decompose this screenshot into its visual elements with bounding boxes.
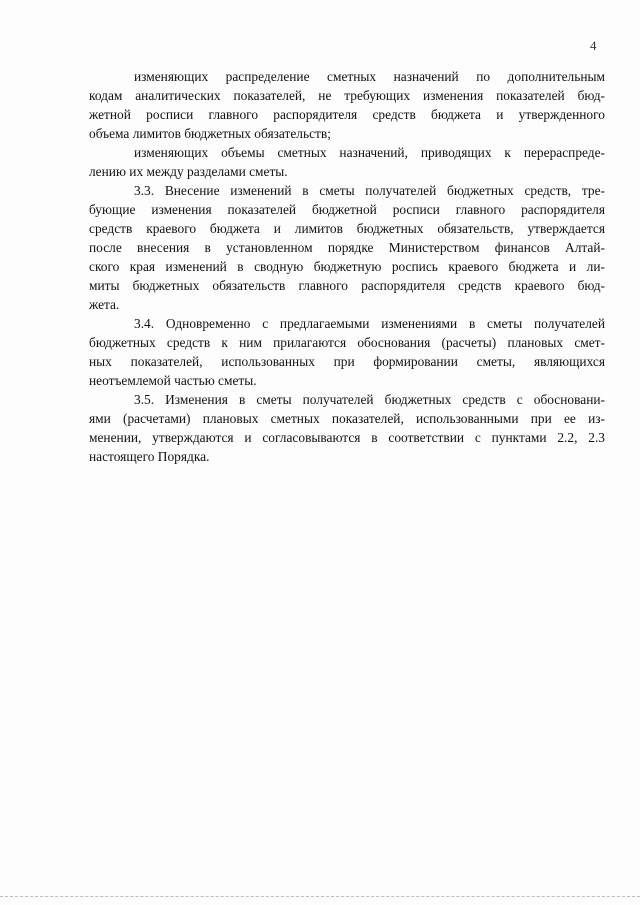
text-line: изменяющих распределение сметных назначений по дополнительным xyxy=(134,69,605,84)
page-number: 4 xyxy=(590,38,597,53)
text-line: лению их между разделами сметы. xyxy=(89,164,288,179)
text-line: объема лимитов бюджетных обязательств; xyxy=(89,126,331,141)
text-line: бюджетных средств к ним прилагаются обоснования (расчеты) плановых смет- xyxy=(89,335,605,350)
text-line: менении, утверждаются и согласовываются в соответствии с пунктами 2.2, 2.3 xyxy=(89,430,605,445)
text-line: 3.3. Внесение изменений в сметы получателей бюджетных средств, тре- xyxy=(134,183,605,198)
text-line: кодам аналитических показателей, не требующих изменения показателей бюд- xyxy=(89,88,605,103)
text-line: 3.4. Одновременно с предлагаемыми изменениями в сметы получателей xyxy=(134,316,605,331)
page-bottom-edge xyxy=(0,896,640,897)
text-line: после внесения в установленном порядке Министерством финансов Алтай- xyxy=(89,240,605,255)
text-line: неотъемлемой частью сметы. xyxy=(89,373,257,388)
text-line: миты бюджетных обязательств главного распорядителя средств краевого бюд- xyxy=(89,278,605,293)
text-line: изменяющих объемы сметных назначений, приводящих к перераспреде- xyxy=(134,145,605,160)
text-line: ных показателей, использованных при формировании сметы, являющихся xyxy=(89,354,605,369)
text-line: средств краевого бюджета и лимитов бюджетных обязательств, утверждается xyxy=(89,221,605,236)
text-line: ского края изменений в сводную бюджетную роспись краевого бюджета и ли- xyxy=(89,259,605,274)
text-line: жетной росписи главного распорядителя средств бюджета и утвержденного xyxy=(89,107,605,122)
text-line: настоящего Порядка. xyxy=(89,449,210,464)
text-line: бующие изменения показателей бюджетной росписи главного распорядителя xyxy=(89,202,605,217)
text-line: жета. xyxy=(89,297,120,312)
text-line: ями (расчетами) плановых сметных показателей, использованными при ее из- xyxy=(89,411,605,426)
text-line: 3.5. Изменения в сметы получателей бюджетных средств с обосновани- xyxy=(134,392,605,407)
